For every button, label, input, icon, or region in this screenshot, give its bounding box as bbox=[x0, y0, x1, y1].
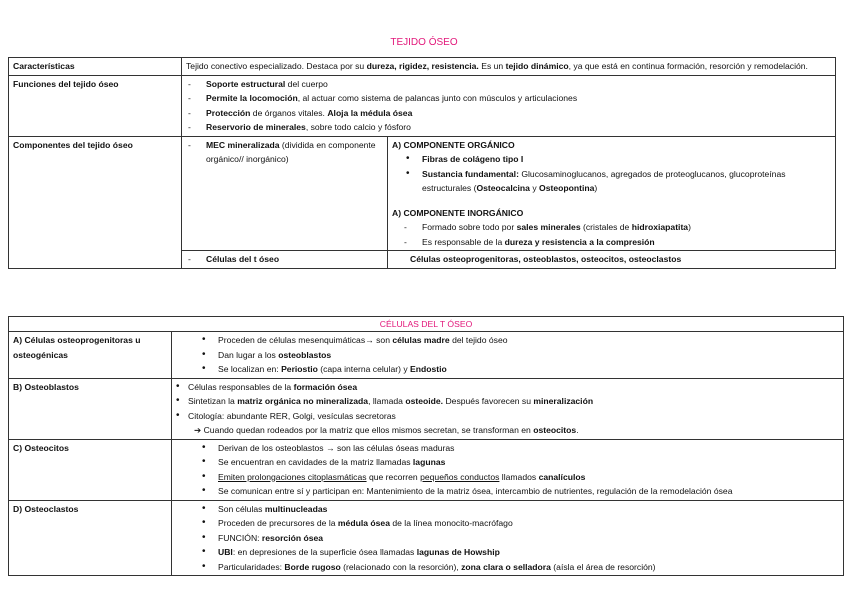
list-item: • Derivan de los osteoblastos → son las células óseas maduras bbox=[198, 441, 839, 456]
list-item: - Formado sobre todo por sales minerales (cristales de hidroxiapatita) bbox=[402, 220, 831, 235]
list-item: • Son células multinucleadas bbox=[198, 502, 839, 517]
row-label: A) Células osteoprogenitoras u osteogénicas bbox=[9, 332, 172, 379]
cells-table bbox=[8, 316, 844, 576]
list-item: - Protección de órganos vitales. Aloja la médula ósea bbox=[186, 106, 831, 121]
row-label: B) Osteoblastos bbox=[9, 378, 172, 439]
organic-title: A) COMPONENTE ORGÁNICO bbox=[392, 139, 515, 150]
list-item: • Proceden de células mesenquimáticas→ son células madre del tejido óseo bbox=[198, 333, 839, 348]
table-row bbox=[9, 439, 844, 500]
table-row bbox=[9, 58, 836, 76]
list-item: • Sintetizan la matriz orgánica no mineralizada, llamada osteoide. Después favorecen su mineralización bbox=[176, 394, 839, 409]
list-item: - MEC mineralizada (dividida en componente orgánico// inorgánico) bbox=[186, 138, 383, 167]
table-row bbox=[9, 332, 844, 379]
row-label: C) Osteocitos bbox=[9, 439, 172, 500]
list-item: • Se encuentran en cavidades de la matriz llamadas lagunas bbox=[198, 455, 839, 470]
row-content bbox=[172, 378, 844, 439]
list-item: - Permite la locomoción, al actuar como sistema de palancas junto con músculos y articulaciones bbox=[186, 91, 831, 106]
characteristics-text: Tejido conectivo especializado. Destaca por su dureza, rigidez, resistencia. Es un tejido dinámico, ya que está en continua formación, resorción y remodelación. bbox=[182, 58, 836, 76]
list-item: • Emiten prolongaciones citoplasmáticas que recorren pequeños conductos llamados canalículos bbox=[198, 470, 839, 485]
list-item: - Es responsable de la dureza y resistencia a la compresión bbox=[402, 235, 831, 250]
row-content bbox=[172, 332, 844, 379]
page-title: TEJIDO ÓSEO bbox=[390, 37, 458, 48]
list-item: • Fibras de colágeno tipo I bbox=[402, 152, 831, 167]
row-content bbox=[172, 500, 844, 576]
row-label: Funciones del tejido óseo bbox=[9, 75, 182, 136]
list-item: • Citología: abundante RER, Golgi, vesículas secretoras bbox=[176, 409, 839, 424]
row-content bbox=[172, 439, 844, 500]
table-row bbox=[9, 136, 836, 251]
list-item: - Soporte estructural del cuerpo bbox=[186, 77, 831, 92]
cells-text: Células osteoprogenitoras, osteoblastos, osteocitos, osteoclastos bbox=[388, 251, 836, 269]
table-row bbox=[9, 378, 844, 439]
row-label: D) Osteoclastos bbox=[9, 500, 172, 576]
row-label: Características bbox=[9, 58, 182, 76]
list-item: • Células responsables de la formación ósea bbox=[176, 380, 839, 395]
list-item: • Particularidades: Borde rugoso (relacionado con la resorción), zona clara o selladora (aísla el área de resorción) bbox=[198, 560, 839, 575]
arrow-note: ➔ Cuando quedan rodeados por la matriz que ellos mismos secretan, se transforman en osteocitos. bbox=[194, 425, 579, 435]
table-row bbox=[9, 75, 836, 136]
tissue-table bbox=[8, 57, 836, 269]
list-item: • Se comunican entre sí y participan en: Mantenimiento de la matriz ósea, intercambio de nutrientes, regulación de la remodelación ósea bbox=[198, 484, 839, 499]
list-item: • Sustancia fundamental: Glucosaminoglucanos, agregados de proteoglucanos, glucoproteínas estructurales (Osteocalcina y Osteopontina) bbox=[402, 167, 831, 196]
table-header-row bbox=[9, 317, 844, 332]
list-item: • UBI: en depresiones de la superficie ósea llamadas lagunas de Howship bbox=[198, 545, 839, 560]
list-item: • Se localizan en: Periostio (capa interna celular) y Endostio bbox=[198, 362, 839, 377]
functions-cell bbox=[182, 75, 836, 136]
inorganic-title: A) COMPONENTE INORGÁNICO bbox=[392, 207, 524, 218]
row-label: Componentes del tejido óseo bbox=[9, 136, 182, 268]
list-item: • Proceden de precursores de la médula ósea de la línea monocito-macrófago bbox=[198, 516, 839, 531]
list-item: - Células del t óseo bbox=[186, 252, 383, 267]
cells-label-cell bbox=[182, 251, 388, 269]
list-item: • FUNCIÓN: resorción ósea bbox=[198, 531, 839, 546]
mec-cell bbox=[182, 136, 388, 251]
list-item: • Dan lugar a los osteoblastos bbox=[198, 348, 839, 363]
components-cell bbox=[388, 136, 836, 251]
table-row bbox=[9, 500, 844, 576]
arrow-icon: ➔ bbox=[194, 425, 204, 435]
list-item: - Reservorio de minerales, sobre todo calcio y fósforo bbox=[186, 120, 831, 135]
cells-table-title: CÉLULAS DEL T ÓSEO bbox=[9, 317, 844, 332]
